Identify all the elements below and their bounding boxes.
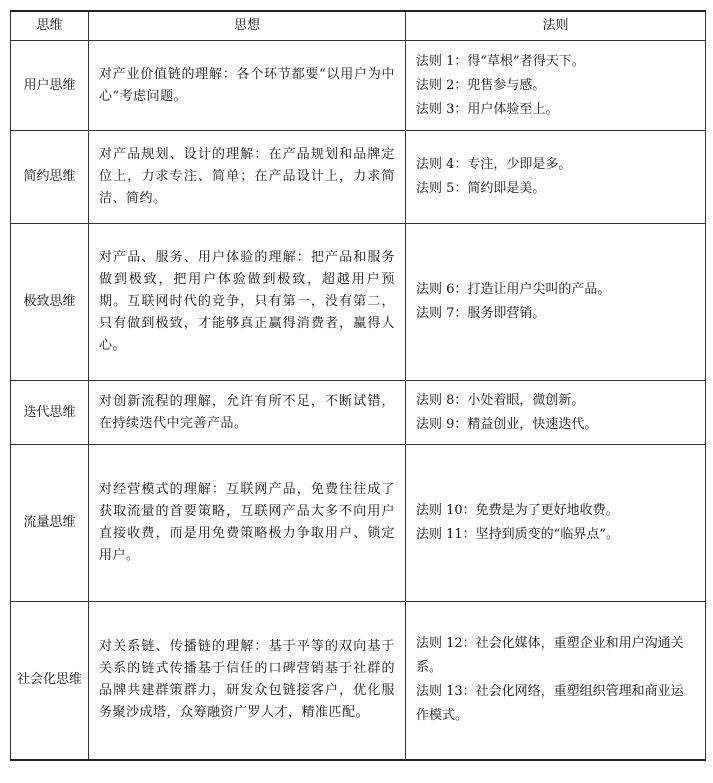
rule-item: 法则 7：服务即营销。	[416, 306, 546, 321]
thinking-cell: 迭代思维	[11, 381, 89, 445]
rule-item: 法则 3：用户体验至上。	[416, 101, 559, 117]
table-row	[11, 381, 706, 445]
rule-item: 法则 6：打造让用户尖叫的产品。	[416, 282, 611, 297]
rules-cell	[406, 131, 706, 224]
rules-cell	[406, 224, 706, 381]
rules-cell	[406, 41, 706, 131]
rules-cell	[406, 445, 706, 602]
rule-item: 法则 4：专注，少即是多。	[416, 157, 572, 172]
rules-cell	[406, 602, 706, 760]
header-thinking: 思维	[11, 11, 89, 41]
table-row	[11, 41, 706, 131]
table-header-row	[11, 11, 706, 41]
idea-text: 对关系链、传播链的理解：基于平等的双向基于关系的链式传播基于信任的口碑营销基于社群的品牌共建群策群力，研发众包链接客户，优化服务聚沙成塔，众筹融资广罗人才，精准匹配。	[99, 639, 395, 721]
rule-item: 法则 12：社会化媒体，重塑企业和用户沟通关系。	[416, 636, 684, 676]
internet-thinking-table	[10, 10, 706, 761]
thinking-cell: 极致思维	[11, 224, 89, 381]
idea-cell	[89, 381, 406, 445]
rule-item: 法则 5：简约即是美。	[416, 181, 546, 196]
rule-item: 法则 9：精益创业，快速迭代。	[416, 416, 598, 432]
idea-text: 对产品规划、设计的理解：在产品规划和品牌定位上，力求专注、简单；在产品设计上，力求简洁、简约。	[99, 147, 395, 206]
table-row	[11, 602, 706, 760]
thinking-cell: 社会化思维	[11, 602, 89, 760]
table-row	[11, 131, 706, 224]
rule-item: 法则 1：得“草根”者得天下。	[416, 53, 585, 69]
table-row	[11, 445, 706, 602]
header-rules: 法则	[406, 11, 706, 41]
idea-text: 对产业价值链的理解：各个环节都要“以用户为中心”考虑问题。	[99, 66, 395, 104]
table-row	[11, 224, 706, 381]
thinking-cell: 用户思维	[11, 41, 89, 131]
thinking-cell: 简约思维	[11, 131, 89, 224]
rule-item: 法则 11：坚持到质变的“临界点”。	[416, 527, 619, 542]
idea-cell	[89, 41, 406, 131]
rule-item: 法则 10：免费是为了更好地收费。	[416, 503, 619, 518]
idea-text: 对产品、服务、用户体验的理解：把产品和服务做到极致，把用户体验做到极致，超越用户预期。互联网时代的竞争，只有第一，没有第二，只有做到极致，才能够真正赢得消费者，赢得人心。	[99, 250, 395, 353]
rule-item: 法则 8：小处着眼，微创新。	[416, 392, 585, 408]
idea-cell	[89, 445, 406, 602]
rules-cell	[406, 381, 706, 445]
methods-table-container	[10, 10, 705, 761]
rule-item: 法则 13：社会化网络，重塑组织管理和商业运作模式。	[416, 684, 684, 724]
idea-text: 对创新流程的理解，允许有所不足，不断试错，在持续迭代中完善产品。	[99, 393, 395, 431]
idea-text: 对经营模式的理解：互联网产品，免费往往成了获取流量的首要策略，互联网产品大多不向用户直接收费，而是用免费策略极力争取用户、锁定用户。	[99, 482, 395, 563]
idea-cell	[89, 131, 406, 224]
idea-cell	[89, 602, 406, 760]
idea-cell	[89, 224, 406, 381]
rule-item: 法则 2：兜售参与感。	[416, 77, 546, 93]
header-idea: 思想	[89, 11, 406, 41]
thinking-cell: 流量思维	[11, 445, 89, 602]
